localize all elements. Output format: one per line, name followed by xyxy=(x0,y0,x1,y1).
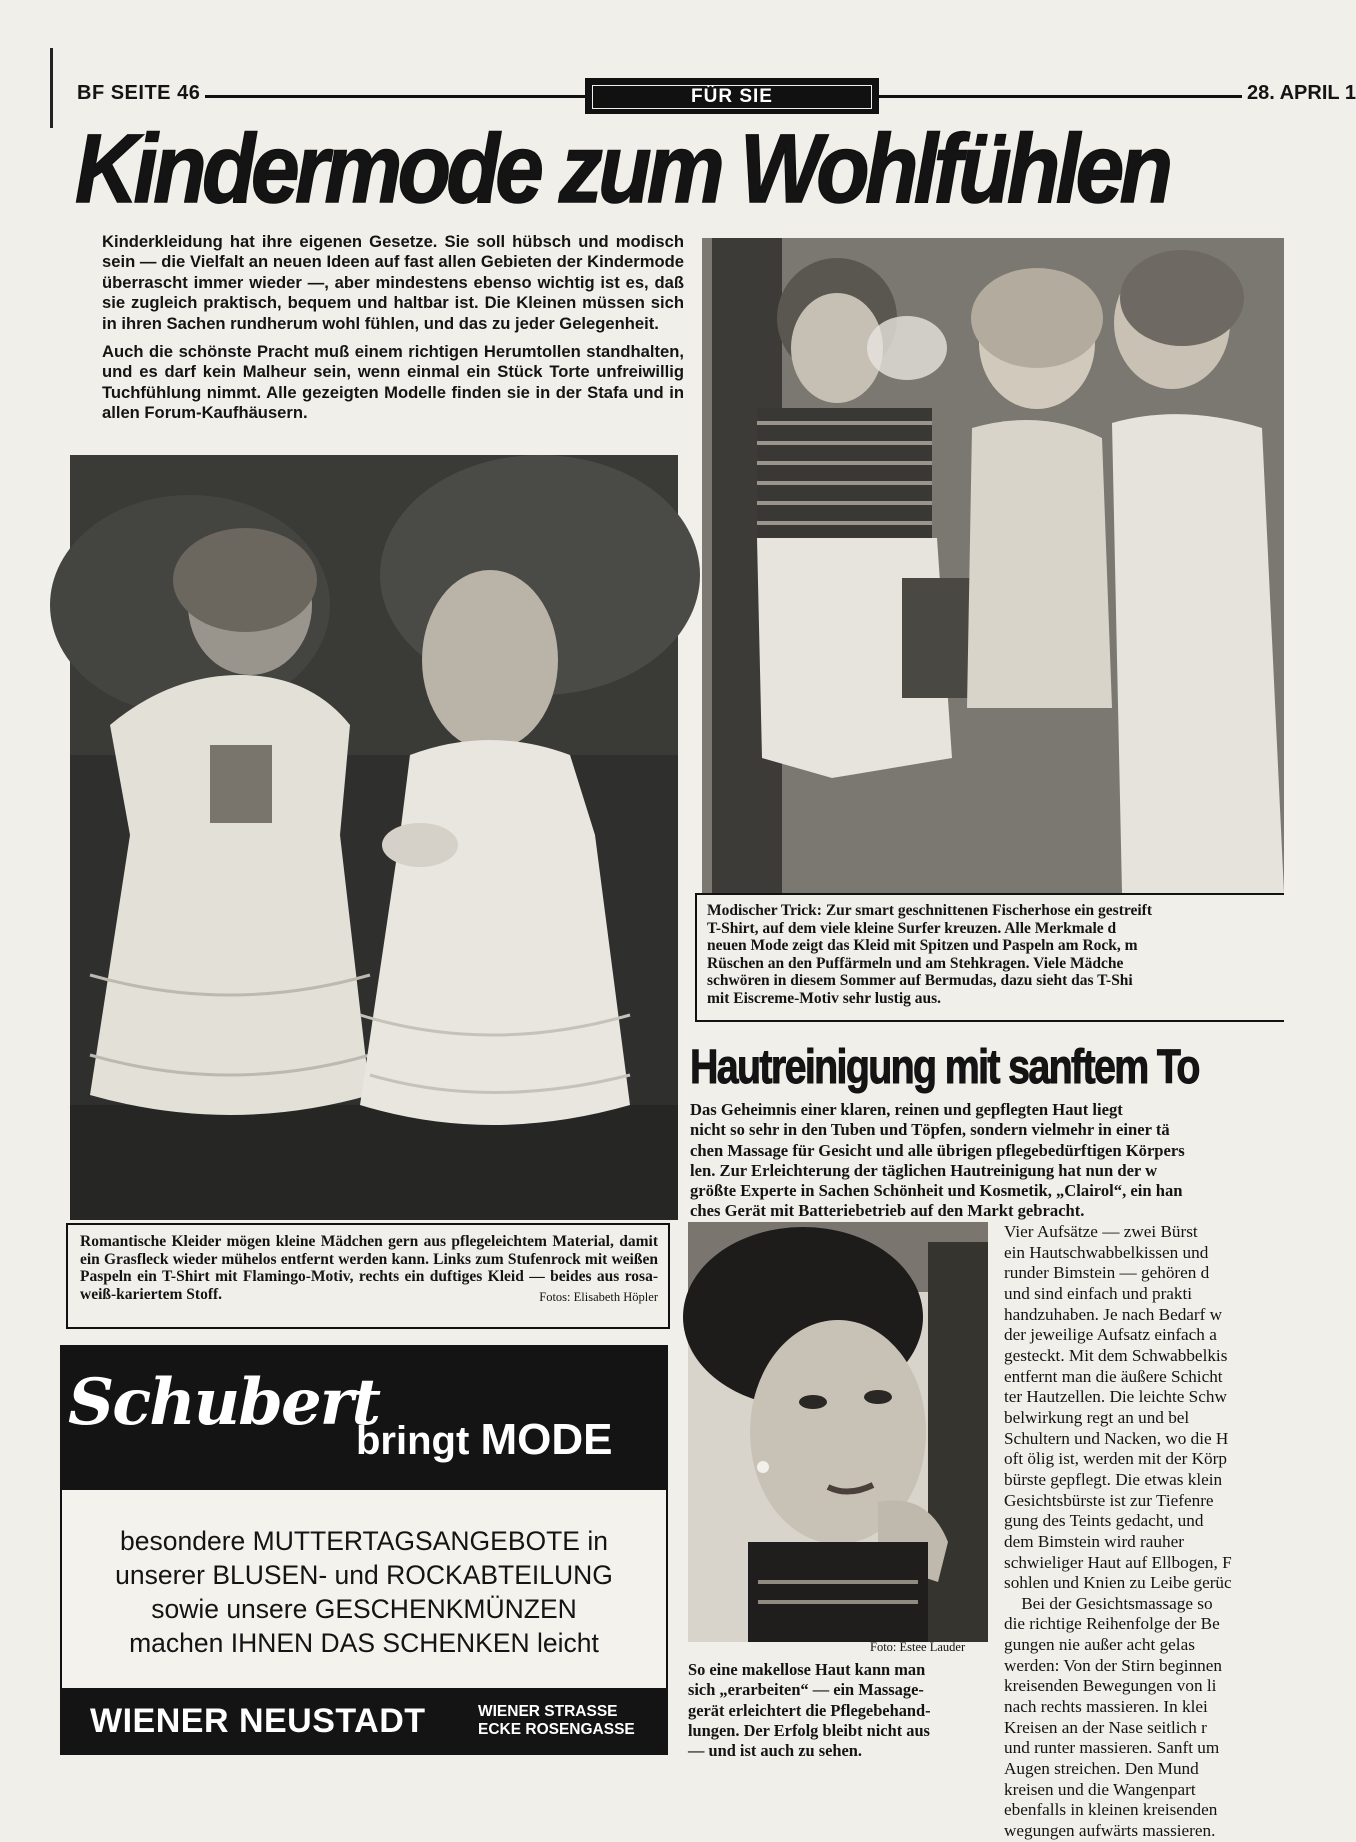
ad-offer-line: machen IHNEN DAS SCHENKEN leicht xyxy=(129,1628,599,1658)
article2-line: Gesichtsbürste ist zur Tiefenre xyxy=(1004,1490,1214,1510)
article2-line: sohlen und Knien zu Leibe gerüc xyxy=(1004,1573,1232,1593)
caption-right-line: Modischer Trick: Zur smart geschnittenen Fischerhose ein gestreift xyxy=(707,902,1152,919)
article2-lead-line: nicht so sehr in den Tuben und Töpfen, sondern vielmehr in einer tä xyxy=(690,1120,1170,1140)
caption-woman-line: sich „erarbeiten“ — ein Massage- xyxy=(688,1680,924,1700)
ad-slogan-bringt: bringt xyxy=(356,1419,470,1463)
photo-credit-estee-lauder: Foto: Estee Lauder xyxy=(870,1640,966,1654)
ad-slogan xyxy=(356,1415,612,1465)
header-rule-right xyxy=(879,95,1242,98)
article2-headline: Hautreinigung mit sanftem To xyxy=(690,1041,1199,1094)
article2-line: gung des Teints gedacht, und xyxy=(1004,1511,1204,1531)
article2-line: Kreisen an der Nase seitlich r xyxy=(1004,1717,1207,1737)
caption-woman-line: So eine makellose Haut kann man xyxy=(688,1660,926,1679)
ad-offer-line: sowie unsere GESCHENKMÜNZEN xyxy=(151,1594,577,1624)
caption-left-text: Romantische Kleider mögen kleine Mädchen gern aus pflegeleichtem Material, damit ein Grasfleck wieder mühelos entfernt werden kann. Links zum Stufenrock mit weißen Paspeln ein T-Shirt mit Flamingo-Motiv, rechts ein duftiges Kleid — beides aus rosa-weiß-kariertem Stoff. xyxy=(80,1233,658,1303)
caption-woman-line: — und ist auch zu sehen. xyxy=(688,1741,862,1761)
intro-paragraph-2: Auch die schönste Pracht muß einem richtigen Herumtollen standhalten, und es darf kein Malheur sein, wenn einmal ein Stück Torte unfreiwillig Tuchfühlung nimmt. Alle gezeigten Modelle finden sie in der Stafa und in allen Forum-Kaufhäusern. xyxy=(102,342,684,423)
caption-right-line: T-Shirt, auf dem viele kleine Surfer kreuzen. Alle Merkmale d xyxy=(707,919,1117,937)
section-label-box xyxy=(585,78,879,114)
caption-right-line: neuen Mode zeigt das Kleid mit Spitzen und Paspeln am Rock, m xyxy=(707,937,1138,955)
main-headline: Kindermode zum Wohlfühlen xyxy=(75,114,1169,223)
article2-line: nach rechts massieren. In klei xyxy=(1004,1697,1208,1717)
article2-line: dem Bimstein wird rauher xyxy=(1004,1531,1184,1551)
ad-town: WIENER NEUSTADT xyxy=(90,1702,426,1740)
ad-slogan-mode: MODE xyxy=(480,1415,613,1464)
photo-credit-hoepler: Fotos: Elisabeth Höpler xyxy=(539,1290,658,1305)
caption-left-photo xyxy=(66,1223,670,1329)
photo-woman-portrait xyxy=(688,1222,988,1642)
article2-line: schwieliger Haut auf Ellbogen, F xyxy=(1004,1552,1232,1572)
ad-corner: ECKE ROSENGASSE xyxy=(478,1721,635,1738)
article2-line: gesteckt. Mit dem Schwabbelkis xyxy=(1004,1345,1228,1365)
ad-offer-text xyxy=(60,1490,668,1688)
article2-line: Vier Aufsätze — zwei Bürst xyxy=(1004,1222,1198,1241)
article2-lead-line: ches Gerät mit Batteriebetrieb auf den Markt gebracht. xyxy=(690,1201,1085,1221)
photo-three-children xyxy=(702,238,1284,893)
article2-lead-line: chen Massage für Gesicht und alle übrigen pflegebedürftigen Körpers xyxy=(690,1140,1185,1160)
article2-line: der jeweilige Aufsatz einfach a xyxy=(1004,1325,1217,1345)
caption-right-line: schwören in diesem Sommer auf Bermudas, dazu sieht das T-Shi xyxy=(707,972,1133,990)
article2-lead-line: len. Zur Erleichterung der täglichen Hautreinigung hat nun der w xyxy=(690,1160,1158,1180)
ad-offer-line: besondere MUTTERTAGSANGEBOTE in xyxy=(120,1526,608,1556)
article2-line: werden: Von der Stirn beginnen xyxy=(1004,1655,1222,1675)
article2-lead-line: größte Experte in Sachen Schönheit und Kosmetik, „Clairol“, ein han xyxy=(690,1181,1183,1201)
article2-body-column xyxy=(1004,1222,1284,1842)
article2-line: oft ölig ist, werden mit der Körp xyxy=(1004,1449,1227,1469)
article2-line: entfernt man die äußere Schicht xyxy=(1004,1366,1223,1386)
article2-line: und sind einfach und prakti xyxy=(1004,1283,1193,1303)
caption-woman-line: lungen. Der Erfolg bleibt nicht aus xyxy=(688,1720,930,1740)
article2-line: bürste gepflegt. Die etwas klein xyxy=(1004,1469,1223,1489)
caption-woman-photo xyxy=(688,1660,993,1761)
ad-top-banner xyxy=(60,1345,668,1490)
article2-line: Augen streichen. Den Mund xyxy=(1004,1759,1199,1779)
article2-line: ter Hautzellen. Die leichte Schw xyxy=(1004,1387,1227,1407)
ad-address-bar xyxy=(60,1688,668,1755)
intro-paragraph-1: Kinderkleidung hat ihre eigenen Gesetze. Sie soll hübsch und modisch sein — die Vielfalt an neuen Ideen auf fast allen Gebieten der Kindermode überrascht immer wieder —, aber mindestens ebenso wichtig ist es, daß sie zugleich praktisch, bequem und haltbar ist. Die Kleinen müssen sich in ihren Sachen rundherum wohl fühlen, und das zu jeder Gelegenheit. xyxy=(102,232,684,333)
article2-line: runder Bimstein — gehören d xyxy=(1004,1263,1210,1283)
intro-text xyxy=(102,232,684,432)
photo-two-girls xyxy=(70,455,678,1220)
ad-street: WIENER STRASSE xyxy=(478,1703,618,1720)
article2-line: belwirkung regt an und bel xyxy=(1004,1407,1190,1427)
page-header xyxy=(77,78,1356,114)
section-label: FÜR SIE xyxy=(592,85,872,109)
article2-lead xyxy=(690,1100,1284,1222)
article2-line: kreisen und die Wangenpart xyxy=(1004,1779,1196,1799)
article2-line: wegungen aufwärts massieren. xyxy=(1004,1821,1216,1841)
article2-line: gungen nie außer acht gelas xyxy=(1004,1635,1195,1655)
article2-line: und runter massieren. Sanft um xyxy=(1004,1738,1220,1758)
article2-line: Schultern und Nacken, wo die H xyxy=(1004,1428,1229,1448)
article2-lead-line: Das Geheimnis einer klaren, reinen und gepflegten Haut liegt xyxy=(690,1100,1123,1119)
caption-right-line: mit Eiscreme-Motiv sehr lustig aus. xyxy=(707,989,942,1007)
ad-brand-logo: Schubert xyxy=(68,1365,379,1440)
caption-right-line: Rüschen an den Puffärmeln und am Stehkragen. Viele Mädche xyxy=(707,954,1124,972)
article2-line: kreisenden Bewegungen von li xyxy=(1004,1676,1217,1696)
caption-right-photo xyxy=(695,893,1284,1022)
page-edge-rule xyxy=(50,48,53,128)
article2-line: die richtige Reihenfolge der Be xyxy=(1004,1614,1220,1634)
article2-line: ebenfalls in kleinen kreisenden xyxy=(1004,1800,1218,1820)
article2-line: handzuhaben. Je nach Bedarf w xyxy=(1004,1304,1223,1324)
caption-woman-line: gerät erleichtert die Pflegebehand- xyxy=(688,1700,931,1720)
article2-line: ein Hautschwabbelkissen und xyxy=(1004,1242,1209,1262)
schubert-advertisement xyxy=(60,1345,668,1755)
ad-address xyxy=(478,1703,635,1739)
ad-offer-line: unserer BLUSEN- und ROCKABTEILUNG xyxy=(115,1560,613,1590)
page-number: BF SEITE 46 xyxy=(77,82,201,104)
article2-line: Bei der Gesichtsmassage so xyxy=(1004,1593,1213,1613)
issue-date: 28. APRIL 1 xyxy=(1247,82,1356,104)
